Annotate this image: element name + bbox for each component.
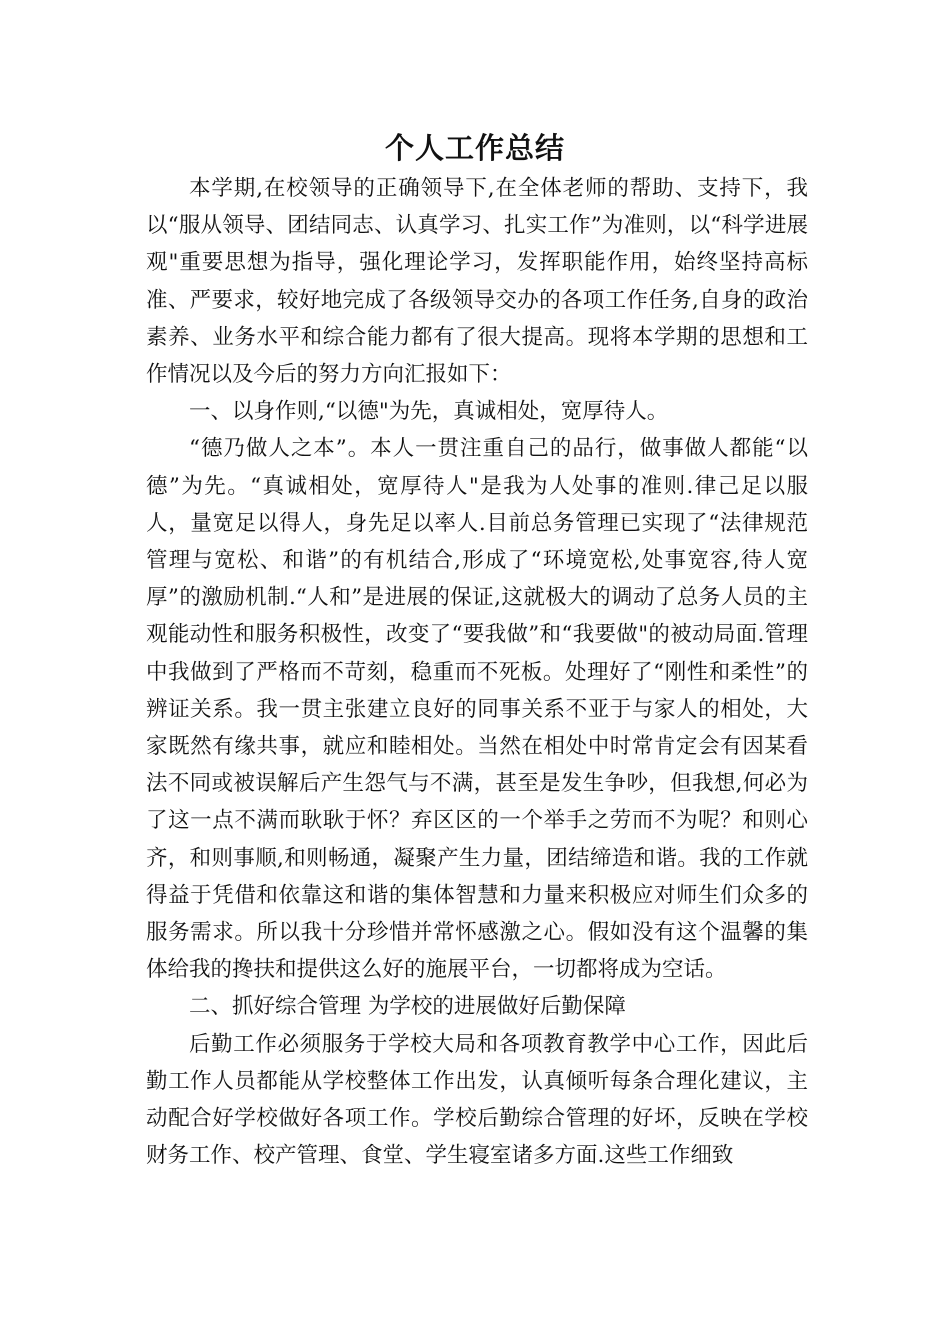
paragraph-virtue: “德乃做人之本”。本人一贯注重自己的品行，做事做人都能“以德”为先。“真诚相处，宽厚待人"是我为人处事的准则.律己足以服人，量宽足以得人，身先足以率人.目前总务管理已实现了“法律规范管理与宽松、和谐”的有机结合,形成了“环境宽松,处事宽容,待人宽厚”的激励机制.“人和”是进展的保证,这就极大的调动了总务人员的主观能动性和服务积极性，改变了“要我做”和“我要做"的被动局面.管理中我做到了严格而不苛刻，稳重而不死板。处理好了“刚性和柔性”的辨证关系。我一贯主张建立良好的同事关系不亚于与家人的相处，大家既然有缘共事，就应和睦相处。当然在相处中时常肯定会有因某看法不同或被误解后产生怨气与不满，甚至是发生争吵，但我想,何必为了这一点不满而耿耿于怀？弃区区的一个举手之劳而不为呢？和则心齐，和则事顺,和则畅通，凝聚产生力量，团结缔造和谐。我的工作就得益于凭借和依靠这和谐的集体智慧和力量来积极应对师生们众多的服务需求。所以我十分珍惜并常怀感激之心。假如没有这个温馨的集体给我的搀扶和提供这么好的施展平台，一切都将成为空话。: [146, 436, 808, 983]
section-heading-1: 一、以身作则,“以德"为先，真诚相处，宽厚待人。: [189, 399, 669, 425]
paragraph-logistics: 后勤工作必须服务于学校大局和各项教育教学中心工作，因此后勤工作人员都能从学校整体工作出发，认真倾听每条合理化建议，主动配合好学校做好各项工作。学校后勤综合管理的好坏，反映在学校财务工作、校产管理、食堂、学生寝室诸多方面.这些工作细致: [146, 1031, 808, 1169]
paragraph-intro: 本学期,在校领导的正确领导下,在全体老师的帮助、支持下，我以“服从领导、团结同志、认真学习、扎实工作”为准则，以“科学进展观"重要思想为指导，强化理论学习，发挥职能作用，始终坚持高标准、严要求，较好地完成了各级领导交办的各项工作任务,自身的政治素养、业务水平和综合能力都有了很大提高。现将本学期的思想和工作情况以及今后的努力方向汇报如下：: [146, 176, 808, 388]
document-title: 个人工作总结: [384, 131, 565, 165]
section-heading-2: 二、抓好综合管理 为学校的进展做好后勤保障: [189, 994, 626, 1020]
document-body: [146, 170, 808, 1174]
